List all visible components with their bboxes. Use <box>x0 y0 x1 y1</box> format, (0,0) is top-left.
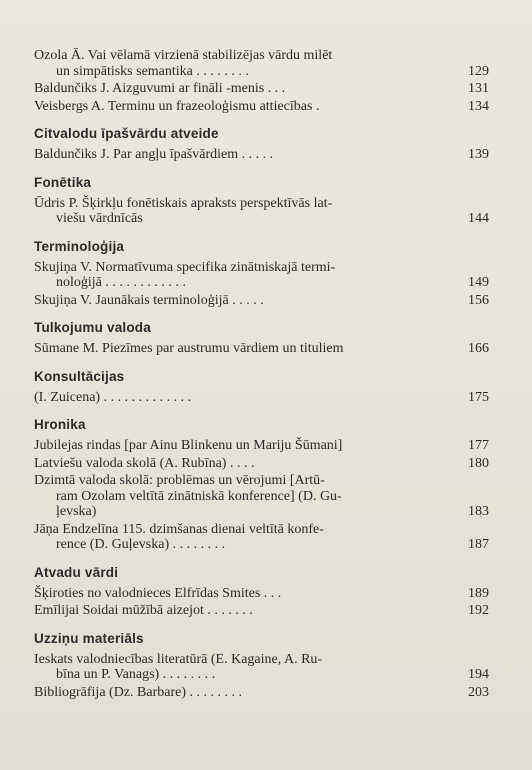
toc-section <box>34 320 489 357</box>
page-number: 139 <box>468 147 489 162</box>
entry-line: ram Ozolam veltītā zinātniskā konference] (D. Gu- <box>56 488 342 504</box>
toc-entry <box>34 456 489 472</box>
entry-text <box>34 293 447 309</box>
entry-line: Dzimtā valoda skolā: problēmas un vērojumi [Artū- <box>34 473 325 488</box>
section-heading: Tulkojumu valoda <box>34 320 151 335</box>
page-number: 175 <box>468 389 489 405</box>
entry-line: noloģijā . . . . . . . . . . . . <box>56 275 186 290</box>
toc-entry <box>34 196 489 227</box>
entry-line: Jāņa Endzelīna 115. dzimšanas dienai veltītā konfe- <box>34 521 324 537</box>
page-number: 192 <box>468 603 489 618</box>
entry-text <box>34 586 447 602</box>
entry-text <box>34 473 447 520</box>
toc-section <box>34 369 489 406</box>
page-number: 187 <box>468 537 489 552</box>
toc-entry <box>34 586 489 602</box>
entry-line: Baldunčiks J. Aizguvumi ar fināli -menis . . . <box>34 81 286 96</box>
toc-entry <box>34 390 489 406</box>
toc-entry <box>34 81 489 97</box>
toc-entry <box>34 473 489 520</box>
page-number: 189 <box>468 585 489 601</box>
entry-line: Jubilejas rindas [par Ainu Blinkenu un Mariju Šūmani] <box>34 438 343 453</box>
entry-text <box>34 260 447 291</box>
section-heading: Atvadu vārdi <box>34 564 119 580</box>
page-number: 177 <box>468 438 489 453</box>
toc-section <box>34 48 489 114</box>
page-number: 129 <box>468 63 489 79</box>
page-number: 183 <box>468 504 489 519</box>
toc-entry <box>34 99 489 115</box>
section-heading: Uzziņu materiāls <box>34 630 144 646</box>
page-number: 194 <box>468 667 489 682</box>
toc-section <box>34 239 489 309</box>
section-heading: Terminoloģija <box>34 238 125 254</box>
toc-entry <box>34 293 489 309</box>
page-number: 134 <box>468 98 489 114</box>
entry-text <box>34 652 447 683</box>
section-heading: Hronika <box>34 417 86 432</box>
entry-text <box>34 456 447 472</box>
entry-text <box>34 390 447 406</box>
entry-text <box>34 438 447 454</box>
toc-entry <box>34 522 489 553</box>
entry-line: Šķiroties no valodnieces Elfrīdas Smites . . . <box>34 585 282 601</box>
entry-line: Baldunčiks J. Par angļu īpašvārdiem . . . . . <box>34 147 274 162</box>
toc-section <box>34 631 489 701</box>
toc-entry <box>34 438 489 454</box>
entry-text <box>34 341 447 357</box>
section-heading: Konsultācijas <box>34 368 125 384</box>
entry-text <box>34 522 447 553</box>
entry-text <box>34 81 447 97</box>
entry-text <box>34 147 447 163</box>
entry-line: un simpātisks semantika . . . . . . . . <box>56 63 249 79</box>
toc-entry <box>34 48 489 79</box>
toc-entry <box>34 341 489 357</box>
entry-line: Skujiņa V. Normatīvuma specifika zinātniskajā termi- <box>34 259 336 275</box>
toc-section <box>34 175 489 227</box>
table-of-contents <box>34 48 489 700</box>
entry-line: (I. Zuicena) . . . . . . . . . . . . . <box>34 389 192 405</box>
entry-text <box>34 603 447 619</box>
page-number: 203 <box>468 684 489 700</box>
entry-line: Bibliogrāfija (Dz. Barbare) . . . . . . . . <box>34 684 242 700</box>
toc-entry <box>34 260 489 291</box>
page-number: 180 <box>468 455 489 471</box>
page-number: 131 <box>468 81 489 96</box>
toc-section <box>34 565 489 619</box>
entry-line: Skujiņa V. Jaunākais terminoloģijā . . . . . <box>34 292 264 308</box>
entry-line: Emīlijai Soidai mūžībā aizejot . . . . . . . <box>34 603 253 618</box>
entry-text <box>34 99 447 115</box>
toc-entry <box>34 603 489 619</box>
section-heading: Fonētika <box>34 174 92 190</box>
entry-line: Sūmane M. Piezīmes par austrumu vārdiem un tituliem <box>34 341 344 356</box>
section-heading: Citvalodu īpašvārdu atveide <box>34 126 219 141</box>
entry-line: Ieskats valodniecības literatūrā (E. Kagaine, A. Ru- <box>34 651 323 667</box>
entry-line: Veisbergs A. Terminu un frazeoloģismu attiecības . <box>34 98 320 114</box>
entry-line: Ūdris P. Šķirkļu fonētiskais apraksts perspektīvās lat- <box>34 195 333 211</box>
toc-entry <box>34 685 489 701</box>
entry-text <box>34 685 447 701</box>
page-number: 149 <box>468 275 489 290</box>
entry-line: bīna un P. Vanags) . . . . . . . . <box>56 667 216 682</box>
entry-line: viešu vārdnīcās <box>56 211 143 226</box>
entry-line: rence (D. Guļevska) . . . . . . . . <box>56 537 226 552</box>
toc-entry <box>34 147 489 163</box>
toc-entry <box>34 652 489 683</box>
entry-line: Latviešu valoda skolā (A. Rubīna) . . . . <box>34 455 255 471</box>
toc-section <box>34 417 489 553</box>
entry-text <box>34 48 447 79</box>
entry-line: ļevska) <box>56 504 97 519</box>
page-number: 166 <box>468 341 489 356</box>
page-number: 144 <box>468 211 489 226</box>
toc-section <box>34 126 489 163</box>
entry-line: Ozola Ā. Vai vēlamā virzienā stabilizējas vārdu milēt <box>34 48 333 63</box>
entry-text <box>34 196 447 227</box>
page-number: 156 <box>468 292 489 308</box>
